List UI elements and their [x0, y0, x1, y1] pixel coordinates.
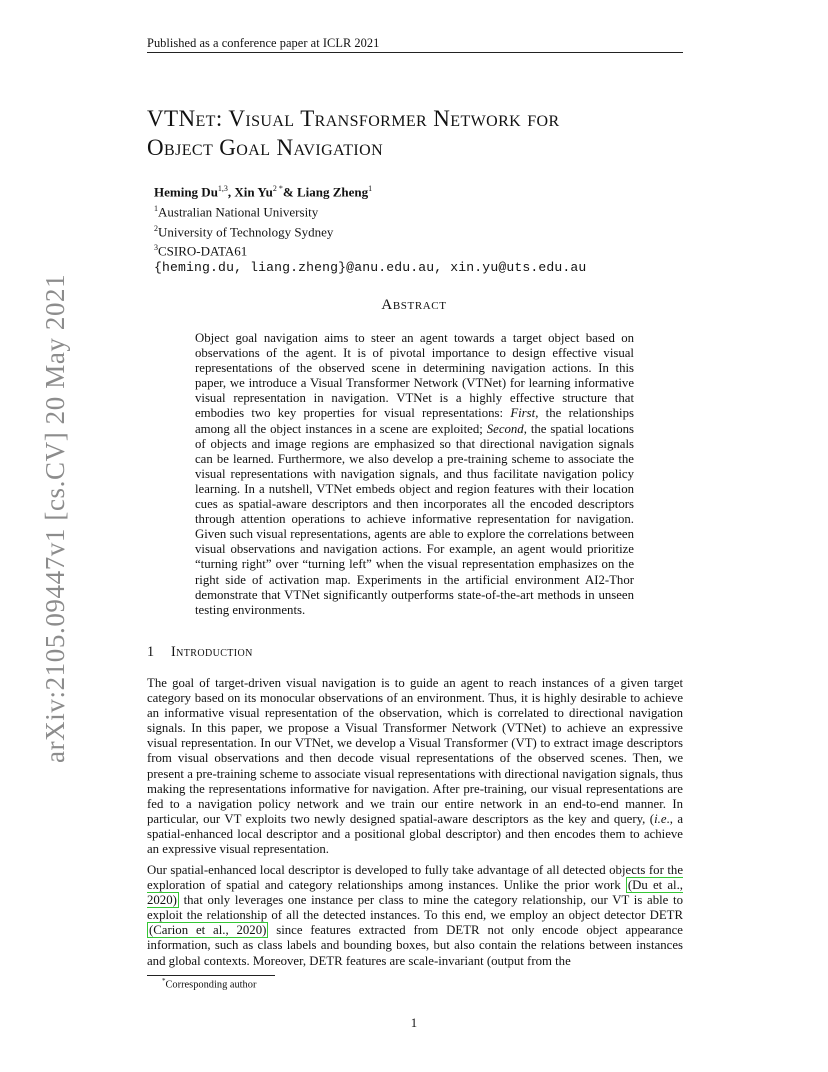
author-superscript: 1,3 — [217, 184, 228, 193]
abstract-text-part: , the spatial locations of objects and image regions are emphasized so that directional navigation signals can be learned. Furthermore, we also develop a pre-training scheme to associate the visual representations with navigation signals, and thus facilitate navigation policy learning. In a nutshell, VTNet embeds object and region features with their location cues as spatial-aware descriptors and then incorporates all the encoded descriptors through attention operations to achieve informative representation for navigation. Given such visual representations, agents are able to explore the correlations between visual observations and navigation actions. For example, an agent would prioritize “turning right” over “turning left” when the visual representation emphasizes on the right side of activation map. Experiments in the artificial environment AI2-Thor demonstrate that VTNet significantly outperforms state-of-the-art methods in unseen testing environments. — [195, 421, 634, 617]
author-emails: {heming.du, liang.zheng}@anu.edu.au, xin.yu@uts.edu.au — [154, 260, 587, 276]
affiliation-name: CSIRO-DATA61 — [158, 243, 248, 259]
author-superscript: 2 * — [272, 184, 283, 193]
section-heading — [147, 644, 253, 661]
paragraph-text: The goal of target-driven visual navigation is to guide an agent to reach instances of a given target category based on its monocular observations of an environment. Thus, it is highly desirable to achieve an informative visual representation of the observation, which is correlated to directional navigation signals. In this paper, we propose a Visual Transformer Network (VTNet) to achieve an expressive visual representation. In our VTNet, we develop a Visual Transformer (VT) to extract image descriptors from visual observations and then decode visual representations of the observed scenes. Then, we present a pre-training scheme to associate visual representations with directional navigation signals, thus making the representations informative for navigation. After pre-training, our visual representations are fed to a navigation policy network and we train our entire network in an end-to-end manner. In particular, our VT exploits two newly designed spatial-aware descriptors as the key and query, ( — [147, 676, 683, 826]
affiliation-number: 1 — [154, 203, 158, 213]
author-names — [154, 181, 674, 201]
citation-link[interactable]: (Carion et al., 2020) — [149, 923, 267, 938]
citation-link[interactable]: (Du et al., 2020) — [147, 878, 684, 908]
abstract-heading: Abstract — [381, 297, 447, 313]
affiliation-number: 3 — [154, 243, 158, 253]
author-name: Xin Yu — [234, 184, 273, 200]
author-separator: , — [227, 184, 235, 200]
title-line-1: VTNet: Visual Transformer Network for — [147, 106, 560, 131]
abstract-text — [195, 331, 634, 618]
header-rule — [147, 52, 683, 53]
paragraph-emphasis: i.e — [654, 811, 667, 826]
footnote — [162, 977, 256, 990]
affiliation — [154, 240, 674, 260]
affiliation-name: University of Technology Sydney — [158, 223, 334, 239]
section-number: 1 — [147, 644, 155, 660]
footnote-rule — [147, 975, 275, 976]
paragraph-text: Our spatial-enhanced local descriptor is developed to fully take advantage of all detected objects for the exploration of spatial and category relationships among instances. Unlike the prior work — [147, 863, 683, 893]
paragraph-text: since features extracted from DETR not only encode object appearance information, such as class labels and bounding boxes, but also contain the relations between instances and global contexts. Moreover, DETR features are scale-invariant (output from the — [147, 923, 683, 968]
abstract-text-part: , the relationships among all the object instances in a scene are exploited; — [195, 406, 634, 436]
paragraph-text: ., a spatial-enhanced local descriptor and a positional global descriptor) and then encodes them to achieve an expressive visual representation. — [147, 811, 683, 857]
arxiv-identifier: arXiv:2105.09447v1 [cs.CV] 20 May 2021 — [40, 273, 70, 763]
footnote-text: Corresponding author — [165, 979, 257, 991]
author-name: Heming Du — [154, 184, 218, 200]
affiliation — [154, 201, 674, 221]
page-number: 1 — [410, 1016, 418, 1030]
author-separator: & — [282, 184, 297, 200]
author-superscript: 1 — [368, 184, 373, 193]
running-header: Published as a conference paper at ICLR 2021 — [147, 36, 380, 50]
author-block — [154, 181, 674, 277]
paper-title — [147, 104, 707, 162]
abstract-text-part: Object goal navigation aims to steer an agent towards a target object based on observations of the agent. It is of pivotal importance to design effective visual representations of the observed scene in determining navigation actions. In this paper, we introduce a Visual Transformer Network (VTNet) for learning informative visual representation in navigation. VTNet is a highly effective structure that embodies two key properties for visual representations: — [195, 331, 634, 421]
title-line-2: Object Goal Navigation — [147, 135, 384, 160]
paragraph-text: that only leverages one instance per class to mine the category relationship, our VT is able to exploit the relationship of all the detected instances. To this end, we employ an object detector DETR — [147, 893, 683, 923]
affiliation-number: 2 — [154, 223, 158, 233]
abstract-emphasis: First — [510, 406, 536, 421]
author-name: Liang Zheng — [296, 184, 369, 200]
affiliation — [154, 221, 674, 241]
affiliation-name: Australian National University — [158, 204, 319, 220]
footnote-mark: * — [162, 977, 166, 985]
intro-paragraph-1 — [147, 676, 683, 857]
section-title: Introduction — [171, 644, 253, 660]
intro-paragraph-2 — [147, 863, 683, 969]
abstract-emphasis: Second — [486, 421, 524, 436]
